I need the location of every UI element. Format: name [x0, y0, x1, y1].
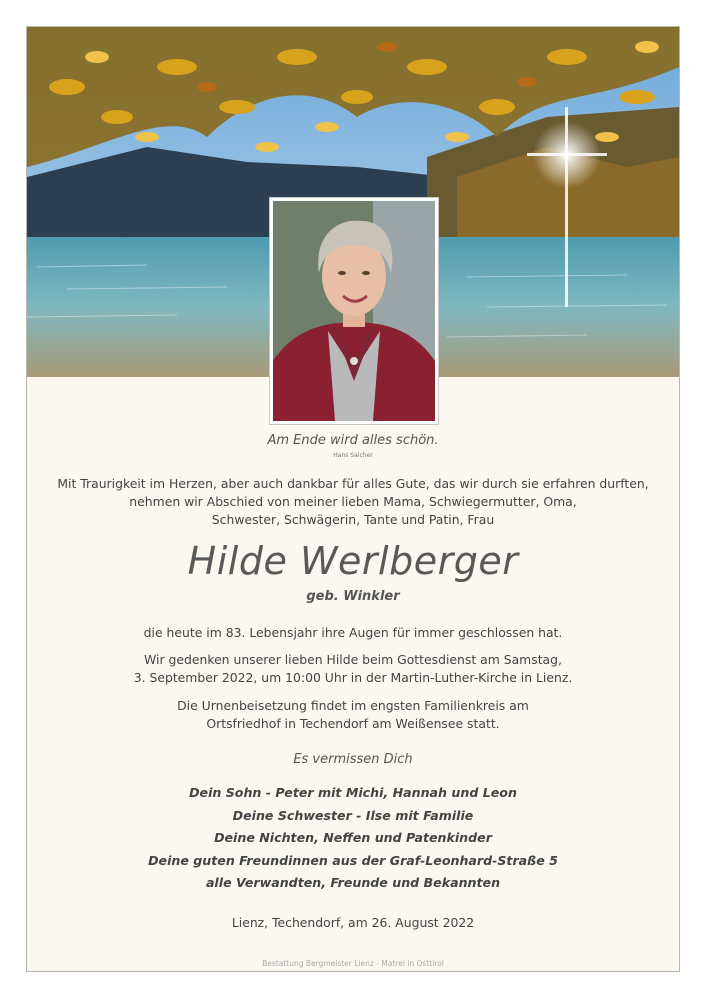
passing-text: die heute im 83. Lebensjahr ihre Augen für immer geschlossen hat.: [143, 625, 563, 640]
burial-line: Ortsfriedhof in Techendorf am Weißensee statt.: [206, 716, 500, 731]
maiden-name: geb. Winkler: [306, 589, 400, 604]
intro-paragraph: [27, 475, 679, 529]
portrait-photo: [269, 197, 439, 425]
mourners-list: [27, 782, 679, 895]
service-paragraph: [27, 651, 679, 687]
mourner-line: alle Verwandten, Freunde und Bekannten: [205, 875, 501, 890]
obituary-card: [26, 26, 680, 972]
intro-line: nehmen wir Abschied von meiner lieben Mama, Schwiegermutter, Oma,: [129, 494, 577, 509]
deceased-name: Hilde Werlberger: [187, 539, 519, 583]
mourner-line: Deine guten Freundinnen aus der Graf-Leonhard-Straße 5: [148, 852, 558, 868]
place-date: Lienz, Techendorf, am 26. August 2022: [231, 915, 475, 930]
quote-author: Hans Salcher: [333, 452, 373, 459]
mourner-line: Deine Nichten, Neffen und Patenkinder: [214, 830, 492, 845]
funeral-home-footer: Bestattung Bergmeister Lienz - Matrei in Osttirol: [262, 959, 444, 968]
intro-line: Mit Traurigkeit im Herzen, aber auch dankbar für alles Gute, das wir durch sie erfahren durften,: [57, 476, 649, 491]
intro-line: Schwester, Schwägerin, Tante und Patin, Frau: [211, 512, 495, 527]
service-line: Wir gedenken unserer lieben Hilde beim Gottesdienst am Samstag,: [144, 652, 562, 667]
missing-heading: Es vermissen Dich: [293, 752, 413, 767]
burial-line: Die Urnenbeisetzung findet im engsten Familienkreis am: [177, 698, 529, 713]
mourner-line: Deine Schwester - Ilse mit Familie: [232, 807, 474, 823]
quote-text: Am Ende wird alles schön.: [267, 433, 439, 448]
mourner-line: Dein Sohn - Peter mit Michi, Hannah und Leon: [189, 785, 517, 800]
burial-paragraph: [27, 697, 679, 733]
service-line: 3. September 2022, um 10:00 Uhr in der Martin-Luther-Kirche in Lienz.: [133, 670, 573, 685]
